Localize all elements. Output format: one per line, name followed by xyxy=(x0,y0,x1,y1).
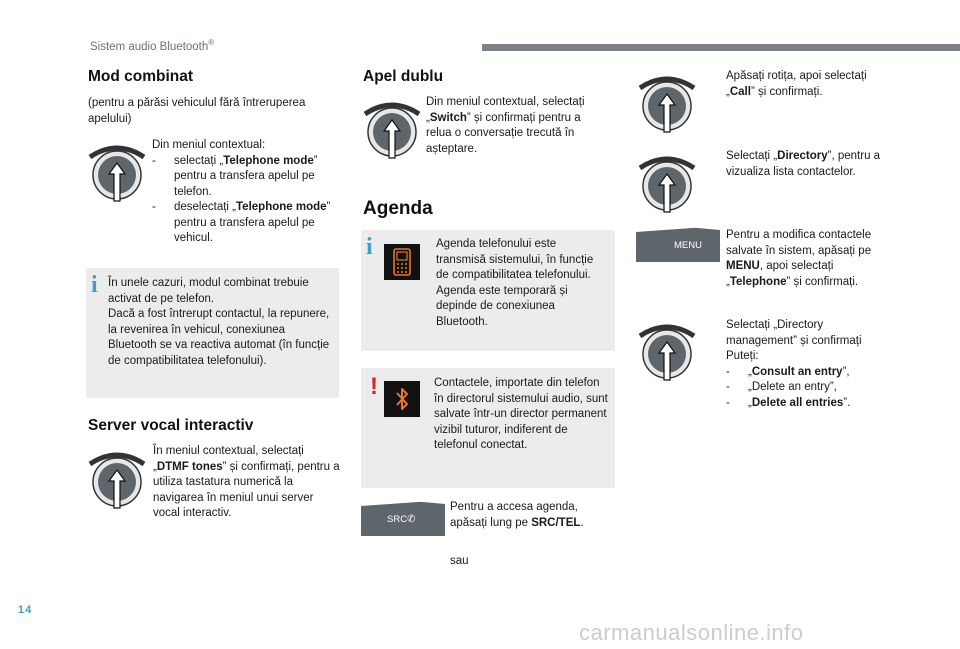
step-directory-text: Selectați „Directory”, pentru a vizualiza lista contactelor. xyxy=(726,150,881,178)
warning-box-agenda xyxy=(361,368,615,488)
rotary-knob-icon xyxy=(86,141,148,203)
rotary-knob-icon xyxy=(636,72,698,134)
section-title-server-vocal: Server vocal interactiv xyxy=(88,417,254,434)
list-item: - „Delete an entry”, xyxy=(726,380,886,396)
agenda-access-text: Pentru a accesa agenda, apăsați lung pe SRC/TEL. xyxy=(450,501,584,529)
list-item: - selectați „Telephone mode” pentru a transfera apelul pe telefon. xyxy=(152,154,337,201)
agenda-warning-text: Contactele, importate din telefon în directorul sistemului audio, sunt salvate într-un director permanent vizibil tuturor, indiferent de telefonul conectat. xyxy=(434,377,608,451)
info-box-agenda xyxy=(361,230,615,351)
list-item: - „Consult an entry”, xyxy=(726,365,886,381)
menu-button-label: MENU xyxy=(674,240,702,251)
mod-combinat-steps xyxy=(152,138,337,247)
rotary-knob-icon xyxy=(636,320,698,382)
list-item: - „Delete all entries”. xyxy=(726,396,886,412)
server-vocal-text: În meniul contextual, selectați „DTMF tones” și confirmați, pentru a utiliza tastatura numerică la navigarea în meniul unui server vocal interactiv. xyxy=(153,445,340,519)
directory-management-text: Selectați „Directory management” și confirmați xyxy=(726,319,862,347)
page-number: 14 xyxy=(18,604,33,616)
menu-button-icon xyxy=(636,226,720,262)
info-icon: i xyxy=(91,272,98,298)
info-box-mod-combinat xyxy=(86,268,339,398)
step-menu-text: Pentru a modifica contactele salvate în sistem, apăsați pe MENU, apoi selectați „Telephone” și confirmați. xyxy=(726,229,872,288)
agenda-info-text: Agenda telefonului este transmisă sistemului, în funcție de compatibilitatea telefonului. Agenda este temporară și depinde de conexiunea Bluetooth. xyxy=(436,238,594,328)
info-text: În unele cazuri, modul combinat trebuie activat de pe telefon. Dacă a fost întrerupt contactul, la repunere, la revenirea în vehicul, conexiunea Bluetooth se va reactiva automat (în funcție de compatibilitatea telefonului). xyxy=(108,277,330,367)
section-title-apel-dublu: Apel dublu xyxy=(363,68,444,85)
rotary-knob-icon xyxy=(86,448,148,510)
section-title-mod-combinat: Mod combinat xyxy=(88,68,194,85)
src-button-label: SRC✆ xyxy=(387,514,416,525)
watermark: carmanualsonline.info xyxy=(579,620,804,645)
warning-icon: ! xyxy=(370,373,378,400)
running-header: Sistem audio Bluetooth® xyxy=(90,38,215,53)
context-menu-label: Din meniul contextual: xyxy=(152,139,266,151)
bluetooth-icon xyxy=(384,381,420,417)
or-label: sau xyxy=(450,555,469,567)
rotary-knob-icon xyxy=(636,152,698,214)
header-bar xyxy=(482,44,960,51)
step-call-text: Apăsați rotița, apoi selectați „Call” și confirmați. xyxy=(726,70,867,98)
list-item: - deselectați „Telephone mode” pentru a transfera apelul pe vehicul. xyxy=(152,200,337,247)
info-icon: i xyxy=(366,234,373,260)
phone-icon xyxy=(384,244,420,280)
step-directory-management xyxy=(726,318,886,411)
mod-combinat-intro: (pentru a părăsi vehiculul fără întreruperea apelului) xyxy=(88,97,306,125)
section-title-agenda: Agenda xyxy=(363,198,433,219)
apel-dublu-text: Din meniul contextual, selectați „Switch” și confirmați pentru a relua o conversație trecută în așteptare. xyxy=(426,96,585,155)
rotary-knob-icon xyxy=(361,98,423,160)
puteti-label: Puteți: xyxy=(726,350,759,362)
src-tel-button-icon xyxy=(361,500,445,536)
